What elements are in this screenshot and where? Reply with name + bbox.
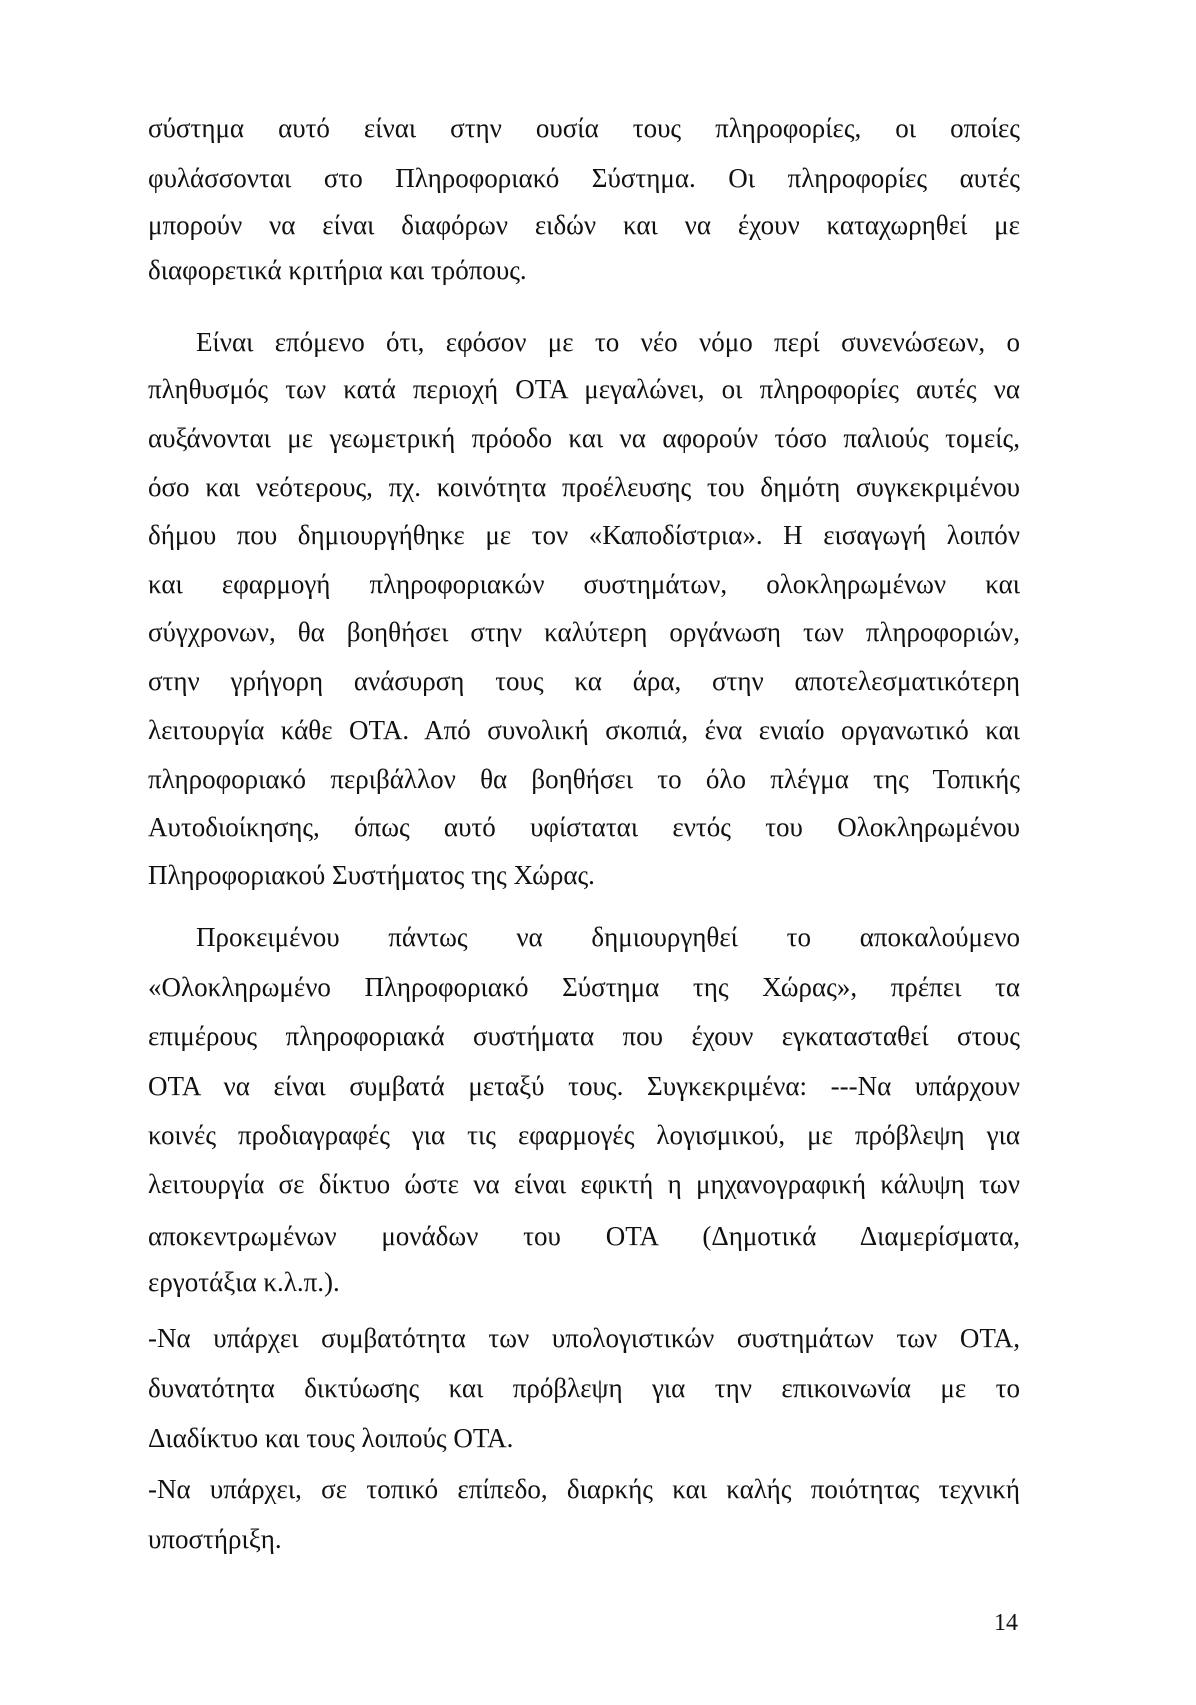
text-line: πληθυσμός των κατά περιοχή ΟΤΑ μεγαλώνει, οι πληροφορίες αυτές να: [148, 374, 1020, 404]
text-line: λειτουργία σε δίκτυο ώστε να είναι εφικτή η μηχανογραφική κάλυψη των: [148, 1169, 1020, 1199]
text-line: ΟΤΑ να είναι συμβατά μεταξύ τους. Συγκεκριμένα: ---Να υπάρχουν: [148, 1071, 1020, 1101]
text-line: στην γρήγορη ανάσυρση τους κα άρα, στην αποτελεσματικότερη: [148, 666, 1020, 696]
text-line: Διαδίκτυο και τους λοιπούς ΟΤΑ.: [148, 1423, 514, 1453]
text-line: φυλάσσονται στο Πληροφοριακό Σύστημα. Οι πληροφορίες αυτές: [148, 163, 1020, 193]
text-line: και εφαρμογή πληροφοριακών συστημάτων, ολοκληρωμένων και: [148, 569, 1020, 599]
text-line: επιμέρους πληροφοριακά συστήματα που έχουν εγκατασταθεί στους: [148, 1021, 1020, 1051]
text-line: υποστήριξη.: [148, 1524, 282, 1554]
text-line: λειτουργία κάθε ΟΤΑ. Από συνολική σκοπιά, ένα ενιαίο οργανωτικό και: [148, 715, 1020, 745]
text-line: μπορούν να είναι διαφόρων ειδών και να έχουν καταχωρηθεί με: [148, 210, 1020, 240]
text-line: «Ολοκληρωμένο Πληροφοριακό Σύστημα της Χώρας», πρέπει τα: [148, 972, 1020, 1002]
text-line: αποκεντρωμένων μονάδων του ΟΤΑ (Δημοτικά Διαμερίσματα,: [148, 1221, 1020, 1251]
text-line: -Να υπάρχει συμβατότητα των υπολογιστικών συστημάτων των ΟΤΑ,: [148, 1323, 1020, 1353]
text-line: εργοτάξια κ.λ.π.).: [148, 1267, 340, 1297]
text-line: Αυτοδιοίκησης, όπως αυτό υφίσταται εντός του Ολοκληρωμένου: [148, 812, 1020, 842]
text-line: δήμου που δημιουργήθηκε με τον «Καποδίστρια». Η εισαγωγή λοιπόν: [148, 520, 1020, 550]
text-line: σύστημα αυτό είναι στην ουσία τους πληροφορίες, οι οποίες: [148, 113, 1020, 143]
text-line: Είναι επόμενο ότι, εφόσον με το νέο νόμο περί συνενώσεων, ο: [196, 327, 1020, 357]
text-line: Πληροφοριακού Συστήματος της Χώρας.: [148, 860, 595, 890]
text-line: αυξάνονται με γεωμετρική πρόοδο και να αφορούν τόσο παλιούς τομείς,: [148, 423, 1020, 453]
text-line: -Να υπάρχει, σε τοπικό επίπεδο, διαρκής και καλής ποιότητας τεχνική: [148, 1474, 1020, 1504]
text-line: Προκειμένου πάντως να δημιουργηθεί το αποκαλούμενο: [196, 922, 1020, 952]
text-line: όσο και νεότερους, πχ. κοινότητα προέλευσης του δημότη συγκεκριμένου: [148, 472, 1020, 502]
text-line: διαφορετικά κριτήρια και τρόπους.: [148, 255, 527, 285]
text-line: πληροφοριακό περιβάλλον θα βοηθήσει το όλο πλέγμα της Τοπικής: [148, 764, 1020, 794]
text-line: δυνατότητα δικτύωσης και πρόβλεψη για την επικοινωνία με το: [148, 1373, 1020, 1403]
text-line: σύγχρονων, θα βοηθήσει στην καλύτερη οργάνωση των πληροφοριών,: [148, 617, 1020, 647]
page-number: 14: [994, 1610, 1018, 1636]
text-line: κοινές προδιαγραφές για τις εφαρμογές λογισμικού, με πρόβλεψη για: [148, 1120, 1020, 1150]
